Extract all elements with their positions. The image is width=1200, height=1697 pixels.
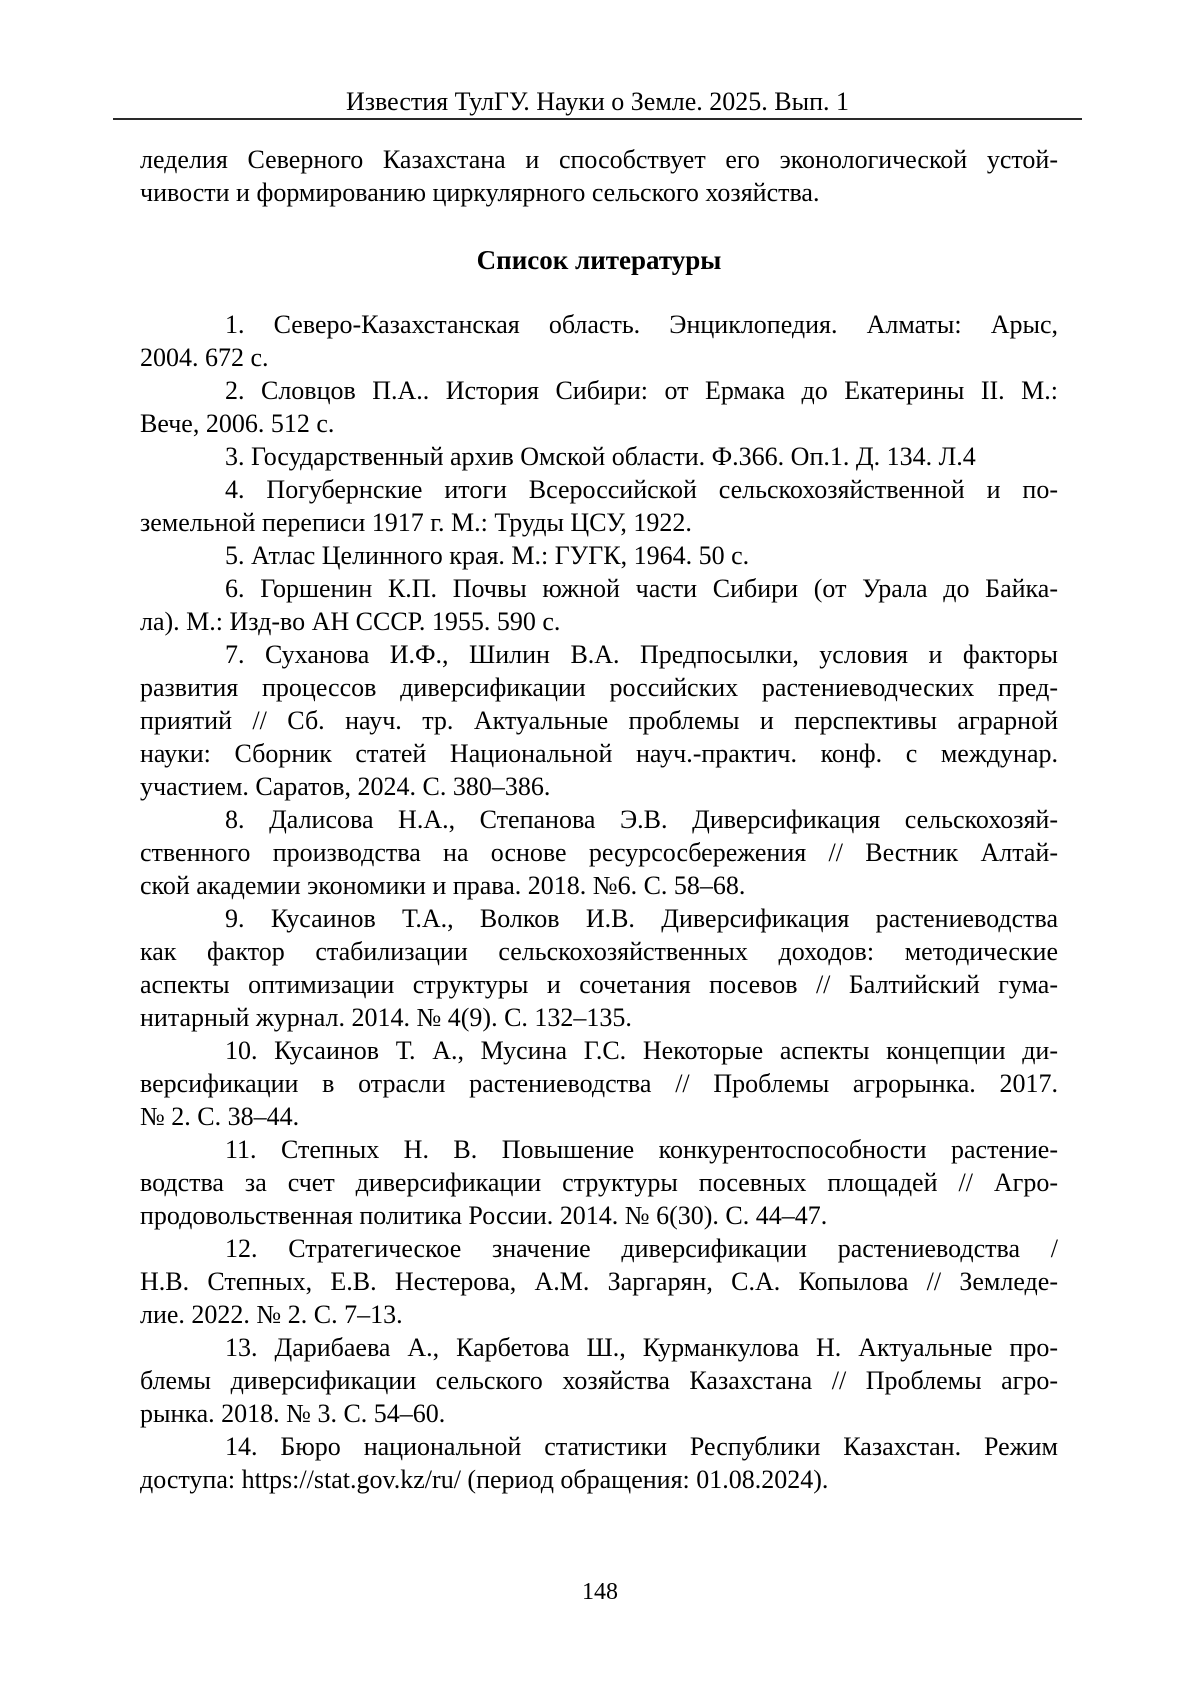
- reference-line: 6. Горшенин К.П. Почвы южной части Сибири (от Урала до Байка-: [225, 574, 1058, 603]
- reference-line: 11. Степных Н. В. Повышение конкурентоспособности растение-: [225, 1135, 1058, 1164]
- reference-item: [140, 902, 1058, 1034]
- reference-line: 3. Государственный архив Омской области. Ф.366. Оп.1. Д. 134. Л.4: [225, 442, 976, 471]
- reference-line: ской академии экономики и права. 2018. №6. С. 58–68.: [140, 871, 746, 900]
- reference-line: доступа: https://stat.gov.kz/ru/ (период обращения: 01.08.2024).: [140, 1465, 829, 1494]
- body-paragraph-line: чивости и формированию циркулярного сельского хозяйства.: [140, 178, 820, 207]
- reference-line: нитарный журнал. 2014. № 4(9). С. 132–135.: [140, 1003, 632, 1032]
- reference-line: земельной переписи 1917 г. М.: Труды ЦСУ, 1922.: [140, 508, 692, 537]
- reference-line: № 2. С. 38–44.: [140, 1102, 300, 1131]
- reference-line: лие. 2022. № 2. С. 7–13.: [140, 1300, 403, 1329]
- reference-line: ла). М.: Изд-во АН СССР. 1955. 590 с.: [140, 607, 561, 636]
- reference-line: 2. Словцов П.А.. История Сибири: от Ермака до Екатерины II. М.:: [225, 376, 1058, 405]
- body-paragraph-line: леделия Северного Казахстана и способствует его эконологической устой-: [140, 145, 1058, 174]
- reference-line: 13. Дарибаева А., Карбетова Ш., Курманкулова Н. Актуальные про-: [225, 1333, 1058, 1362]
- reference-line: 1. Северо-Казахстанская область. Энциклопедия. Алматы: Арыс,: [225, 310, 1058, 339]
- reference-line: 12. Стратегическое значение диверсификации растениеводства /: [225, 1234, 1058, 1263]
- reference-item: [140, 473, 1058, 539]
- reference-line: 8. Далисова Н.А., Степанова Э.В. Диверсификация сельскохозяй-: [225, 805, 1058, 834]
- reference-item: [140, 638, 1058, 803]
- reference-line: участием. Саратов, 2024. С. 380–386.: [140, 772, 551, 801]
- references-heading: Список литературы: [476, 245, 722, 275]
- reference-line: 14. Бюро национальной статистики Республики Казахстан. Режим: [225, 1432, 1058, 1461]
- page-number: 148: [582, 1579, 618, 1605]
- reference-line: продовольственная политика России. 2014. № 6(30). С. 44–47.: [140, 1201, 828, 1230]
- reference-item: [140, 803, 1058, 902]
- reference-item: [140, 1331, 1058, 1430]
- reference-line: науки: Сборник статей Национальной науч.-практич. конф. с междунар.: [140, 739, 1058, 768]
- reference-line: Н.В. Степных, Е.В. Нестерова, А.М. Заргарян, С.А. Копылова // Земледе-: [140, 1267, 1058, 1296]
- reference-item: [140, 1133, 1058, 1232]
- reference-item: [140, 374, 1058, 440]
- reference-line: рынка. 2018. № 3. С. 54–60.: [140, 1399, 446, 1428]
- reference-line: как фактор стабилизации сельскохозяйственных доходов: методические: [140, 937, 1058, 966]
- reference-line: водства за счет диверсификации структуры посевных площадей // Агро-: [140, 1168, 1058, 1197]
- body-paragraph: [140, 143, 1058, 209]
- reference-line: 7. Суханова И.Ф., Шилин В.А. Предпосылки, условия и факторы: [225, 640, 1058, 669]
- journal-running-header: Известия ТулГУ. Науки о Земле. 2025. Вып. 1: [345, 87, 850, 116]
- reference-item: [140, 1232, 1058, 1331]
- references-list: [140, 308, 1058, 1496]
- reference-line: 10. Кусаинов Т. А., Мусина Г.С. Некоторые аспекты концепции ди-: [225, 1036, 1058, 1065]
- reference-item: [140, 1430, 1058, 1496]
- reference-line: 5. Атлас Целинного края. М.: ГУГК, 1964. 50 с.: [225, 541, 750, 570]
- reference-item: [140, 572, 1058, 638]
- reference-line: 4. Погубернские итоги Всероссийской сельскохозяйственной и по-: [225, 475, 1058, 504]
- reference-line: блемы диверсификации сельского хозяйства Казахстана // Проблемы агро-: [140, 1366, 1058, 1395]
- reference-line: приятий // Сб. науч. тр. Актуальные проблемы и перспективы аграрной: [140, 706, 1058, 735]
- reference-item: [140, 1034, 1058, 1133]
- reference-line: 9. Кусаинов Т.А., Волков И.В. Диверсификация растениеводства: [225, 904, 1058, 933]
- reference-line: развития процессов диверсификации российских растениеводческих пред-: [140, 673, 1058, 702]
- reference-line: аспекты оптимизации структуры и сочетания посевов // Балтийский гума-: [140, 970, 1058, 999]
- page-content: [140, 0, 1058, 1496]
- reference-line: 2004. 672 с.: [140, 343, 269, 372]
- reference-line: версификации в отрасли растениеводства // Проблемы агрорынка. 2017.: [140, 1069, 1058, 1098]
- reference-line: ственного производства на основе ресурсосбережения // Вестник Алтай-: [140, 838, 1058, 867]
- reference-line: Вече, 2006. 512 с.: [140, 409, 335, 438]
- reference-item: [140, 308, 1058, 374]
- reference-item: [140, 440, 1058, 473]
- reference-item: [140, 539, 1058, 572]
